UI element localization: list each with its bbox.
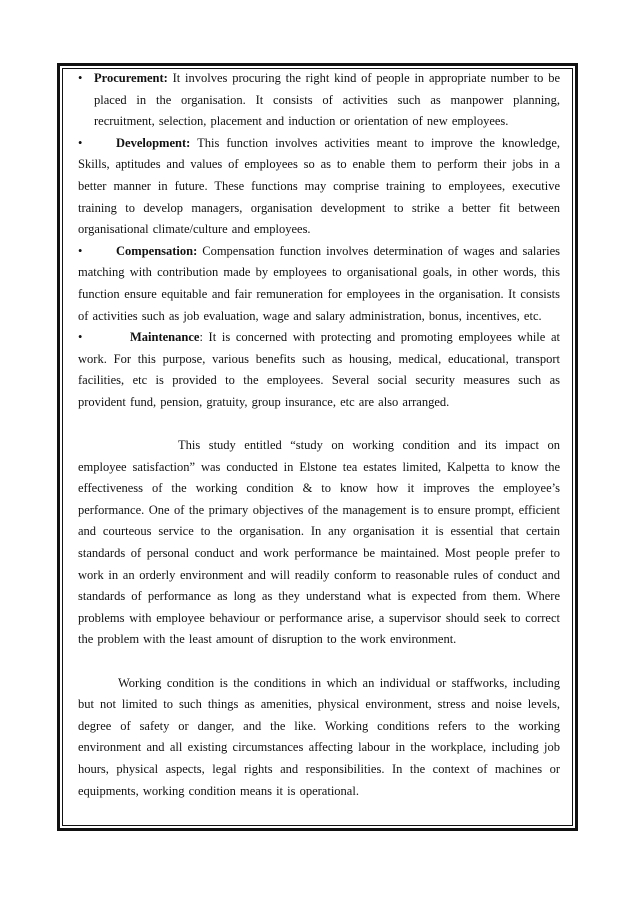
spacer [78,414,560,436]
bullet-development [78,133,560,241]
bullet-text: It involves procuring the right kind of people in appropriate number to be placed in the organisation. It consists of activities such as manpower planning, recruitment, selection, placement and induction or orientation of new employees. [94,71,560,129]
bullet-text: Compensation function involves determination of wages and salaries matching with contribution made by employees to organisational goals, in other words, this function ensure equitable and fair remuneration for employees in the organisation. It consists of activities such as job evaluation, wage and salary administration, bonus, incentives, etc. [78,243,560,323]
bullet-term: Maintenance [130,330,200,345]
document-body [78,68,560,802]
bullet-term: Compensation: [116,243,198,258]
bullet-procurement [78,68,560,133]
bullet-dot: • [78,135,83,150]
bullet-compensation [78,241,560,327]
bullet-dot: • [78,71,83,85]
bullet-text: : It is concerned with protecting and promoting employees while at work. For this purpose, various benefits such as housing, medical, educational, transport facilities, etc is provided to the employees. Several social security measures such as provident fund, pension, gratuity, group insurance, etc are also arranged. [78,330,560,409]
spacer [78,651,560,673]
bullet-dot: • [78,243,83,258]
bullet-maintenance [78,327,560,413]
paragraph-working-condition: Working condition is the conditions in which an individual or staffworks, including but not limited to such things as amenities, physical environment, stress and noise levels, degree of safety or danger, and the like. Working conditions refers to the working environment and all existing circumstances affecting labour in the workplace, including job hours, physical aspects, legal rights and responsibilities. In the context of machines or equipments, working condition means it is operational. [78,675,560,798]
bullet-text: This function involves activities meant to improve the knowledge, Skills, aptitudes and values of employees so as to enable them to perform their jobs in a better manner in future. These functions may comprise training to employees, executive training to develop managers, organisation development to strike a better fit between organisational climate/culture and employees. [78,135,560,237]
bullet-term: Development: [116,135,191,150]
bullet-dot: • [78,330,83,345]
paragraph-study: This study entitled “study on working condition and its impact on employee satisfaction” was conducted in Elstone tea estates limited, Kalpetta to know the effectiveness of the working condition & to know how it improves the employee’s performance. One of the primary objectives of the management is to ensure prompt, efficient and courteous service to the organisation. In any organisation it is essential that certain standards of personal conduct and work performance be maintained. Most people prefer to work in an orderly environment and will readily conform to reasonable rules of conduct and standards of performance as long as they understand what is expected from them. Where problems with employee behaviour or performance arise, a supervisor should seek to correct the problem with the least amount of disruption to the work environment. [78,438,560,647]
bullet-term: Procurement: [94,71,168,85]
